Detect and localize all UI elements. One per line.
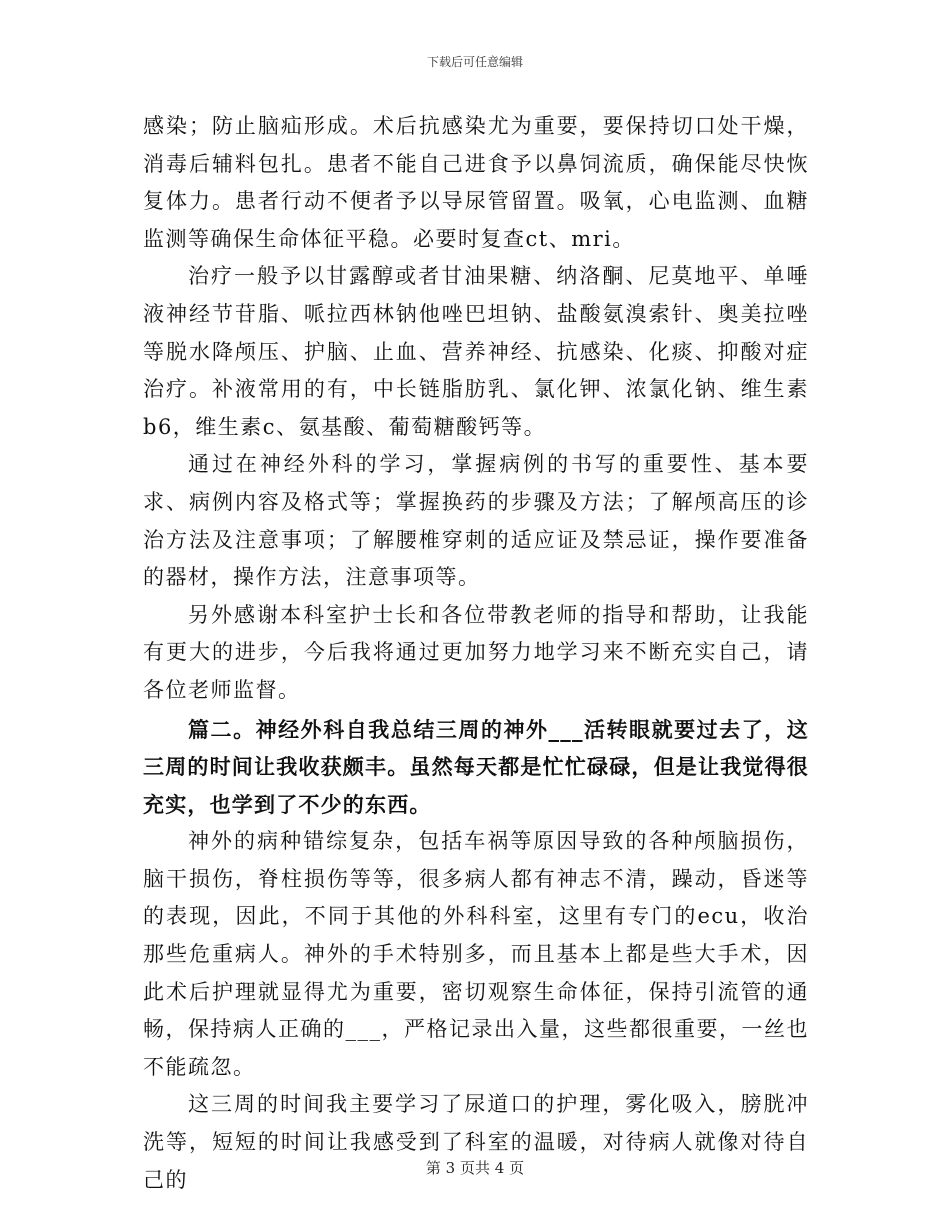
section-heading-part-two: 篇二。神经外科自我总结三周的神外___活转眼就要过去了，这三周的时间让我收获颇丰。虽然每天都是忙忙碌碌，但是让我觉得很充实，也学到了不少的东西。 bbox=[143, 716, 809, 817]
document-body bbox=[143, 108, 809, 1199]
paragraph-three-weeks: 这三周的时间我主要学习了尿道口的护理，雾化吸入，膀胱冲洗等，短短的时间让我感受到了科室的温暖，对待病人就像对待自己的 bbox=[143, 1092, 809, 1192]
paragraph-thanks: 另外感谢本科室护士长和各位带教老师的指导和帮助，让我能有更大的进步，今后我将通过更加努力地学习来不断充实自己，请各位老师监督。 bbox=[143, 602, 809, 702]
paragraph-postop-care: 感染；防止脑疝形成。术后抗感染尤为重要，要保持切口处干燥，消毒后辅料包扎。患者不能自己进食予以鼻饲流质，确保能尽快恢复体力。患者行动不便者予以导尿管留置。吸氧，心电监测、血糖监测等确保生命体征平稳。必要时复查ct、mri。 bbox=[143, 114, 809, 251]
paragraph-department-overview: 神外的病种错综复杂，包括车祸等原因导致的各种颅脑损伤，脑干损伤，脊柱损伤等等，很多病人都有神志不清，躁动，昏迷等的表现，因此，不同于其他的外科科室，这里有专门的ecu，收治那些危重病人。神外的手术特别多，而且基本上都是些大手术，因此术后护理就显得尤为重要，密切观察生命体征，保持引流管的通畅，保持病人正确的___，严格记录出入量，这些都很重要，一丝也不能疏忽。 bbox=[143, 829, 809, 1079]
paragraph-learning: 通过在神经外科的学习，掌握病例的书写的重要性、基本要求、病例内容及格式等；掌握换药的步骤及方法；了解颅高压的诊治方法及注意事项；了解腰椎穿刺的适应证及禁忌证，操作要准备的器材，操作方法，注意事项等。 bbox=[143, 452, 809, 590]
page-header: 下载后可任意编辑 bbox=[426, 55, 523, 69]
paragraph-treatment: 治疗一般予以甘露醇或者甘油果糖、纳洛酮、尼莫地平、单唾液神经节苷脂、哌拉西林钠他唑巴坦钠、盐酸氨溴索针、奥美拉唑等脱水降颅压、护脑、止血、营养神经、抗感染、化痰、抑酸对症治疗。补液常用的有，中长链脂肪乳、氯化钾、浓氯化钠、维生素b6，维生素c、氨基酸、葡萄糖酸钙等。 bbox=[143, 264, 809, 439]
page-footer: 第 3 页共 4 页 bbox=[425, 1159, 525, 1177]
